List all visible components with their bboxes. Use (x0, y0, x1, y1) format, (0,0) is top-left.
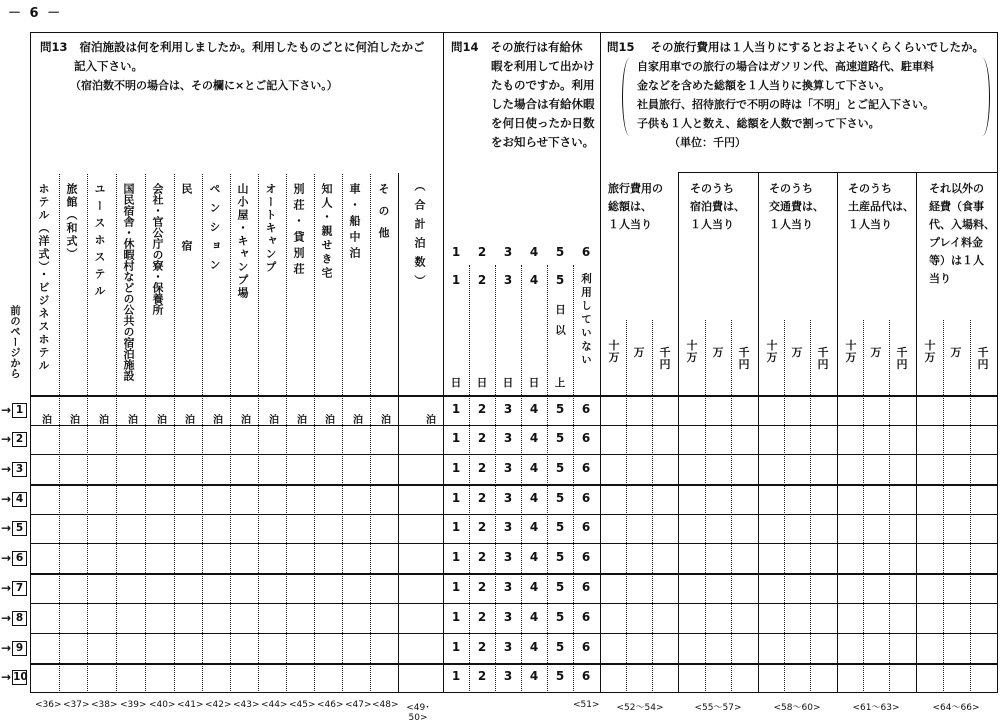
row-number: 10 (13, 671, 28, 683)
q14-day-unit: 日 (450, 377, 462, 389)
row-line-thick (30, 663, 998, 665)
q13-col-car-ship: 車・船中泊 (348, 183, 361, 263)
q14-choice-option[interactable]: 5 (555, 580, 565, 594)
q14-choice-option[interactable]: 3 (503, 669, 513, 683)
unit-10k: 万 (791, 346, 803, 359)
column-code: <36> (35, 700, 62, 710)
q15-subcol-sep (626, 320, 627, 693)
q15-group-line: そのうち (848, 182, 892, 195)
unit-10k: 万 (870, 346, 882, 359)
night-unit: 泊 (325, 415, 335, 426)
q15-group-line: 交通費は、 (769, 200, 824, 213)
q14-choice-option[interactable]: 3 (503, 610, 513, 624)
q15-subcol-sep (731, 320, 732, 693)
row-label-7: → 7 (1, 581, 27, 596)
q14-choice-option[interactable]: 1 (451, 461, 461, 475)
from-previous-page-label: 前のページから (9, 305, 21, 379)
q14-choice-option[interactable]: 6 (581, 461, 591, 475)
q14-choice-option[interactable]: 5 (555, 640, 565, 654)
q15-group-line: 旅行費用の (608, 182, 663, 195)
q15-group-line: 宿泊費は、 (690, 200, 745, 213)
q13-col-pension: ペンション (208, 183, 221, 278)
q14-choice-option[interactable]: 5 (555, 461, 565, 475)
row-number: 1 (12, 403, 27, 418)
night-unit: 泊 (99, 415, 109, 426)
unit-1k-yen: 千 円 (896, 346, 908, 371)
q14-option-2: 2 (477, 273, 487, 287)
q13-col-sep (145, 174, 146, 693)
q14-text-2: たものですか。利用 (491, 78, 595, 92)
q15-group-line: １人当り (848, 218, 892, 231)
q13-col-relatives: 知人・親せき宅 (320, 183, 333, 281)
q14-choice-option[interactable]: 6 (581, 520, 591, 534)
q14-choice-option[interactable]: 5 (555, 610, 565, 624)
column-code: <47> (345, 700, 372, 710)
row-label-8: → 8 (1, 611, 27, 626)
q15-group-line: １人当り (690, 218, 734, 231)
q13-col-sep (230, 174, 231, 693)
header-bottom-line (30, 395, 998, 397)
row-label-4: → 4 (1, 492, 27, 507)
q14-code: 3 (503, 245, 513, 259)
q14-choice-option[interactable]: 3 (503, 402, 513, 416)
q14-col-sep (495, 265, 496, 693)
q14-choice-option[interactable]: 4 (529, 610, 539, 624)
row-number: 9 (12, 641, 27, 656)
q13-col-ryokan: 旅館（和式） (65, 183, 78, 261)
q15-question (607, 38, 1000, 57)
column-code: <61～63> (852, 703, 900, 713)
unit-1k-yen: 千 円 (817, 346, 829, 371)
unit-100k: 十 万 (608, 339, 620, 364)
row-number: 4 (12, 492, 27, 507)
unit-100k: 十 万 (686, 339, 698, 364)
night-unit: 泊 (269, 415, 279, 426)
q14-choice-option[interactable]: 2 (477, 520, 487, 534)
q14-choice-option[interactable]: 1 (451, 491, 461, 505)
q13-title: 問13 (40, 40, 68, 54)
q14-option-5-text: 日以 (554, 304, 566, 345)
row-label-10: → 10 (1, 670, 28, 684)
row-line-thick (30, 573, 998, 575)
column-code: <55～57> (694, 703, 742, 713)
q14-col-sep (547, 265, 548, 693)
column-code: <39> (120, 700, 147, 710)
column-code: <52～54> (616, 703, 664, 713)
q14-text-0: その旅行は有給休 (490, 40, 583, 54)
q14-text-3: した場合は有給休暇 (491, 97, 595, 111)
q15-group-lodging (690, 180, 745, 234)
q14-choice-option[interactable]: 1 (451, 520, 461, 534)
q14-q15-divider (600, 32, 601, 693)
q14-choice-option[interactable]: 3 (503, 580, 513, 594)
q14-code: 6 (581, 245, 591, 259)
q13-col-sep (370, 174, 371, 693)
q15-subcol-sep (705, 320, 706, 693)
column-code: <64～66> (932, 703, 980, 713)
q15-group-transport (769, 180, 824, 234)
column-code: <40> (149, 700, 176, 710)
q14-choice-option[interactable]: 3 (503, 461, 513, 475)
q14-choice-option[interactable]: 2 (477, 431, 487, 445)
q14-col-sep (573, 265, 574, 693)
row-line-thick (30, 484, 998, 486)
q14-choice-option[interactable]: 4 (529, 461, 539, 475)
q15-group-line: そのうち (769, 182, 813, 195)
q14-choice-option[interactable]: 2 (477, 550, 487, 564)
q14-col-sep (469, 265, 470, 693)
q15-group-divider-1 (678, 172, 679, 693)
q14-text-1: 暇を利用して出かけ (491, 59, 595, 73)
column-code: <41> (177, 700, 204, 710)
q14-choice-option[interactable]: 6 (581, 402, 591, 416)
q13-col-sep (342, 174, 343, 693)
q14-choice-option[interactable]: 6 (581, 640, 591, 654)
column-code: <51> (573, 700, 600, 710)
q15-group-divider-2 (758, 172, 759, 693)
q15-group-line: １人当り (608, 218, 652, 231)
q15-group-line: 等）は１人 (929, 254, 984, 267)
row-number: 3 (12, 462, 27, 477)
q13-col-total-nights: （合計泊数） (413, 180, 426, 294)
q15-unit-note: （単位：千円） (669, 136, 746, 149)
q15-subcol-sep (889, 320, 890, 693)
unit-10k: 万 (633, 346, 645, 359)
q14-choice-option[interactable]: 3 (503, 431, 513, 445)
q14-day-unit: 日 (528, 377, 540, 389)
q14-code: 2 (477, 245, 487, 259)
row-number: 5 (12, 521, 27, 536)
unit-100k: 十 万 (924, 339, 936, 364)
q15-group-divider-3 (837, 172, 838, 693)
q15-group-line: そのうち (690, 182, 734, 195)
q13-col-sep (258, 174, 259, 693)
q14-choice-option[interactable]: 3 (503, 491, 513, 505)
q14-choice-option[interactable]: 4 (529, 431, 539, 445)
q14-choice-option[interactable]: 5 (555, 520, 565, 534)
q13-col-sep (116, 174, 117, 693)
q14-option-5-unit: 上 (554, 377, 566, 389)
q15-subcol-sep (943, 320, 944, 693)
q15-group-top-line (678, 172, 998, 173)
q14-choice-option[interactable]: 4 (529, 640, 539, 654)
q15-subcol-sep (863, 320, 864, 693)
night-unit: 泊 (241, 415, 251, 426)
right-bracket-icon (975, 58, 990, 136)
q15-group-total (608, 180, 663, 234)
row-label-1: → 1 (1, 403, 27, 418)
night-unit: 泊 (353, 415, 363, 426)
q14-choice-option[interactable]: 6 (581, 610, 591, 624)
q15-group-divider-4 (916, 172, 917, 693)
q14-day-unit: 日 (476, 377, 488, 389)
night-unit: 泊 (185, 415, 195, 426)
q14-choice-option[interactable]: 4 (529, 402, 539, 416)
q14-choice-option[interactable]: 2 (477, 580, 487, 594)
unit-1k-yen: 千 円 (738, 346, 750, 371)
unit-10k: 万 (950, 346, 962, 359)
night-unit: 泊 (70, 415, 80, 426)
q15-subcol-sep (970, 320, 971, 693)
q14-code: 1 (451, 245, 461, 259)
q13-col-youth-hostel: ユースホステル (93, 183, 106, 302)
q14-choice-option[interactable]: 3 (503, 640, 513, 654)
q13-col-villa: 別荘・貸別荘 (292, 183, 305, 279)
q15-group-line: 経費（食事 (929, 200, 984, 213)
q13-col-public-lodging: 国民宿舎・休暇村などの公共の宿泊施設 (122, 183, 135, 381)
row-line (30, 633, 998, 634)
night-unit: 泊 (297, 415, 307, 426)
q15-group-line: 当り (929, 272, 951, 285)
row-line (30, 514, 998, 515)
q15-text-1: その旅行費用は１人当りにするとおよそいくらくらいでしたか。 (650, 40, 985, 54)
q15-note-0: 自家用車での旅行の場合はガソリン代、高速道路代、駐車料 (637, 60, 934, 73)
q14-choice-option[interactable]: 5 (555, 402, 565, 416)
q14-choice-option[interactable]: 5 (555, 669, 565, 683)
q14-choice-option[interactable]: 4 (529, 491, 539, 505)
row-label-5: → 5 (1, 521, 27, 536)
q14-option-1: 1 (451, 273, 461, 287)
q14-choice-option[interactable]: 1 (451, 431, 461, 445)
row-number: 7 (12, 581, 27, 596)
row-label-2: → 2 (1, 432, 27, 447)
column-code: <58～60> (773, 703, 821, 713)
q14-col-sep (521, 265, 522, 693)
q15-group-line: 総額は、 (608, 200, 652, 213)
q15-group-other-expenses (929, 180, 995, 288)
q14-choice-option[interactable]: 2 (477, 669, 487, 683)
column-code: <37> (63, 700, 90, 710)
q15-group-line: それ以外の (929, 182, 984, 195)
q14-code: 4 (529, 245, 539, 259)
q14-choice-option[interactable]: 2 (477, 491, 487, 505)
night-unit: 泊 (426, 415, 436, 426)
q14-choice-option[interactable]: 4 (529, 520, 539, 534)
q14-choice-option[interactable]: 3 (503, 520, 513, 534)
q14-choice-option[interactable]: 2 (477, 640, 487, 654)
unit-10k: 万 (712, 346, 724, 359)
night-unit: 泊 (213, 415, 223, 426)
q14-option-5: 5 (555, 273, 565, 287)
q14-choice-option[interactable]: 1 (451, 669, 461, 683)
row-number: 6 (12, 551, 27, 566)
row-number: 2 (12, 432, 27, 447)
night-unit: 泊 (157, 415, 167, 426)
q14-text-5: をお知らせ下さい。 (491, 135, 595, 149)
q14-choice-option[interactable]: 6 (581, 669, 591, 683)
q14-option-4: 4 (529, 273, 539, 287)
q14-choice-option[interactable]: 4 (529, 669, 539, 683)
q15-title: 問15 (607, 40, 635, 54)
q15-note-3: 子供も１人と数え、総額を人数で割って下さい。 (637, 117, 880, 130)
column-code: <45> (289, 700, 316, 710)
row-line (30, 425, 998, 426)
column-code: <38> (91, 700, 118, 710)
q13-col-company-dorm: 会社・官公庁の寮・保養所 (151, 183, 164, 315)
q15-group-line: 代、入場料、 (929, 218, 995, 231)
q15-subcol-sep (652, 320, 653, 693)
q14-choice-option[interactable]: 1 (451, 550, 461, 564)
q15-subcol-sep (810, 320, 811, 693)
q13-col-sep (59, 174, 60, 693)
q14-choice-option[interactable]: 1 (451, 402, 461, 416)
q15-group-line: １人当り (769, 218, 813, 231)
q15-note-1: 金などを含めた総額を１人当りに換算して下さい。 (637, 79, 890, 92)
unit-100k: 十 万 (766, 339, 778, 364)
q14-choice-option[interactable]: 2 (477, 461, 487, 475)
q14-text-4: を何日使ったか日数 (491, 116, 595, 130)
q14-option-not-used: 利用していない (580, 273, 592, 368)
q14-code: 5 (555, 245, 565, 259)
column-code: <46> (317, 700, 344, 710)
column-code: <49･50> (406, 703, 430, 723)
page-number: － 6 － (8, 6, 63, 21)
q15-group-souvenirs (848, 180, 914, 234)
q14-choice-option[interactable]: 6 (581, 550, 591, 564)
q14-choice-option[interactable]: 1 (451, 610, 461, 624)
q13-col-sep (286, 174, 287, 693)
q14-choice-option[interactable]: 4 (529, 580, 539, 594)
night-unit: 泊 (128, 415, 138, 426)
q13-text-2: 記入下さい。 (74, 59, 143, 73)
q14-choice-option[interactable]: 5 (555, 550, 565, 564)
q13-col-minshuku: 民 宿 (180, 183, 193, 259)
column-code: <44> (261, 700, 288, 710)
q14-option-3: 3 (503, 273, 513, 287)
unit-1k-yen: 千 円 (659, 346, 671, 371)
q14-choice-option[interactable]: 5 (555, 491, 565, 505)
q13-col-sep (87, 174, 88, 693)
q14-day-unit: 日 (502, 377, 514, 389)
row-label-3: → 3 (1, 462, 27, 477)
q14-choice-option[interactable]: 6 (581, 491, 591, 505)
q15-group-line: プレイ料金 (929, 236, 984, 249)
total-col-divider (398, 173, 399, 693)
q15-group-line: 土産品代は、 (848, 200, 914, 213)
row-label-9: → 9 (1, 641, 27, 656)
row-line (30, 454, 998, 455)
q13-col-sep (202, 174, 203, 693)
q13-col-other: そ の 他 (377, 183, 390, 238)
night-unit: 泊 (42, 415, 52, 426)
q13-col-mountain-hut: 山小屋・キャンプ場 (236, 183, 249, 300)
q14-choice-option[interactable]: 2 (477, 402, 487, 416)
column-code: <43> (233, 700, 260, 710)
q14-choice-option[interactable]: 6 (581, 431, 591, 445)
q14-choice-option[interactable]: 1 (451, 580, 461, 594)
q13-text-3: （宿泊数不明の場合は、その欄に×とご記入下さい。） (70, 79, 338, 92)
q14-question (451, 38, 601, 152)
q13-col-hotel: ホテル（洋式）・ビジネスホテル (37, 183, 50, 373)
q13-col-auto-camp: オートキャンプ (264, 183, 277, 274)
q14-choice-option[interactable]: 6 (581, 580, 591, 594)
left-bracket-icon (622, 58, 637, 136)
unit-100k: 十 万 (845, 339, 857, 364)
q14-choice-option[interactable]: 4 (529, 550, 539, 564)
q15-subcol-sep (784, 320, 785, 693)
q13-text-1: 宿泊施設は何を利用しましたか。利用したものごとに何泊したかご (79, 40, 425, 54)
column-code: <42> (205, 700, 232, 710)
q14-choice-option[interactable]: 2 (477, 610, 487, 624)
q15-note-2: 社員旅行、招待旅行で不明の時は「不明」とご記入下さい。 (637, 98, 934, 111)
row-number: 8 (12, 611, 27, 626)
q13-col-sep (314, 174, 315, 693)
row-line (30, 603, 998, 604)
q14-choice-option[interactable]: 1 (451, 640, 461, 654)
q15-notes (637, 57, 987, 152)
q13-col-sep (174, 174, 175, 693)
unit-1k-yen: 千 円 (977, 346, 989, 371)
q13-question (40, 38, 440, 95)
column-code: <48> (372, 700, 399, 710)
row-line (30, 543, 998, 544)
row-label-6: → 6 (1, 551, 27, 566)
q14-title: 問14 (451, 40, 479, 54)
night-unit: 泊 (381, 415, 391, 426)
q14-choice-option[interactable]: 5 (555, 431, 565, 445)
q14-choice-option[interactable]: 3 (503, 550, 513, 564)
